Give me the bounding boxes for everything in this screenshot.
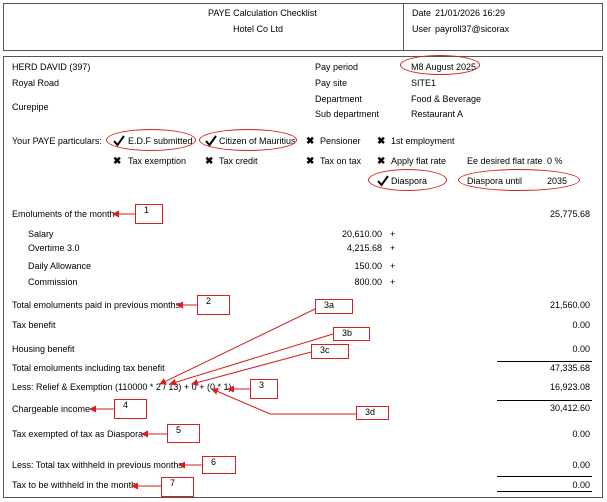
pay-period-label: Pay period bbox=[315, 62, 359, 72]
tax-benefit-value: 0.00 bbox=[572, 320, 590, 330]
tax-credit-cross-icon: ✖ bbox=[205, 156, 214, 167]
department-value: Food & Beverage bbox=[411, 94, 482, 104]
previous-emoluments-label: Total emoluments paid in previous months bbox=[12, 300, 181, 310]
company-name: Hotel Co Ltd bbox=[233, 24, 284, 34]
previous-tax-value: 0.00 bbox=[572, 460, 590, 470]
diaspora-highlight bbox=[368, 169, 447, 191]
chargeable-value: 30,412.60 bbox=[549, 403, 590, 413]
employee-address-2: Curepipe bbox=[12, 102, 49, 112]
chargeable-underline bbox=[497, 400, 592, 401]
relief-value: 16,923.08 bbox=[549, 382, 590, 392]
salary-label: Salary bbox=[28, 229, 54, 239]
total-underline bbox=[497, 361, 592, 362]
pay-site-label: Pay site bbox=[315, 78, 348, 88]
tax-exemption-cross-icon: ✖ bbox=[113, 156, 122, 167]
employee-name: HERD DAVID (397) bbox=[12, 62, 91, 72]
commission-label: Commission bbox=[28, 277, 78, 287]
housing-benefit-value: 0.00 bbox=[572, 344, 590, 354]
first-employment-cross-icon: ✖ bbox=[377, 136, 386, 147]
pensioner-cross-icon: ✖ bbox=[306, 136, 315, 147]
callout-2: 2 bbox=[197, 295, 230, 315]
edf-submitted-label: E.D.F submitted bbox=[128, 136, 193, 146]
overtime-label: Overtime 3.0 bbox=[28, 243, 80, 253]
withheld-label: Tax to be withheld in the month bbox=[12, 480, 137, 490]
diaspora-until-highlight bbox=[458, 169, 580, 191]
callout-3b: 3b bbox=[333, 327, 370, 341]
tax-credit-label: Tax credit bbox=[219, 156, 258, 166]
pay-period-value: M8 August 2025 bbox=[411, 62, 477, 72]
diaspora-exempt-value: 0.00 bbox=[572, 429, 590, 439]
user-label: User bbox=[412, 24, 432, 34]
callout-6: 6 bbox=[202, 456, 236, 474]
housing-benefit-label: Housing benefit bbox=[12, 344, 75, 354]
pay-site-value: SITE1 bbox=[411, 78, 437, 88]
edf-highlight bbox=[106, 129, 196, 151]
diaspora-until-value: 2035 bbox=[547, 176, 568, 186]
tax-exemption-label: Tax exemption bbox=[128, 156, 187, 166]
tax-benefit-label: Tax benefit bbox=[12, 320, 56, 330]
tax-on-tax-cross-icon: ✖ bbox=[306, 156, 315, 167]
tax-on-tax-label: Tax on tax bbox=[320, 156, 362, 166]
citizen-highlight bbox=[199, 129, 297, 151]
emoluments-value: 25,775.68 bbox=[549, 209, 590, 219]
withheld-overline bbox=[497, 476, 592, 477]
diaspora-exempt-label: Tax exempted of tax as Diaspora bbox=[12, 429, 144, 439]
salary-value: 20,610.00 bbox=[341, 229, 382, 239]
previous-emoluments-value: 21,560.00 bbox=[549, 300, 590, 310]
report-title: PAYE Calculation Checklist bbox=[208, 8, 317, 18]
salary-plus: + bbox=[390, 229, 396, 239]
callout-3d: 3d bbox=[356, 406, 389, 420]
date-value: 21/01/2026 16:29 bbox=[435, 8, 506, 18]
callout-3: 3 bbox=[250, 379, 278, 399]
callout-3c: 3c bbox=[311, 344, 349, 359]
apply-flat-rate-cross-icon: ✖ bbox=[377, 156, 386, 167]
overtime-value: 4,215.68 bbox=[346, 243, 382, 253]
relief-label: Less: Relief & Exemption (110000 * 2 / 13) + 0 + (0 * 1) bbox=[12, 382, 232, 392]
date-label: Date bbox=[412, 8, 432, 18]
daily-allowance-value: 150.00 bbox=[354, 261, 382, 271]
callout-7: 7 bbox=[161, 477, 194, 497]
callout-1: 1 bbox=[135, 204, 163, 224]
callout-3a: 3a bbox=[315, 299, 353, 314]
diaspora-label: Diaspora bbox=[391, 176, 428, 186]
header-divider bbox=[403, 3, 404, 51]
withheld-underline bbox=[497, 491, 592, 492]
department-label: Department bbox=[315, 94, 363, 104]
particulars-label: Your PAYE particulars: bbox=[12, 136, 102, 146]
daily-allowance-label: Daily Allowance bbox=[28, 261, 92, 271]
overtime-plus: + bbox=[390, 243, 396, 253]
chargeable-label: Chargeable income bbox=[12, 404, 91, 414]
sub-department-value: Restaurant A bbox=[411, 109, 464, 119]
first-employment-label: 1st employment bbox=[391, 136, 455, 146]
commission-value: 800.00 bbox=[354, 277, 382, 287]
ee-flat-rate-value: 0 % bbox=[547, 156, 563, 166]
callout-4: 4 bbox=[114, 399, 147, 419]
emoluments-label: Emoluments of the month bbox=[12, 209, 115, 219]
daily-allowance-plus: + bbox=[390, 261, 396, 271]
total-incl-label: Total emoluments including tax benefit bbox=[12, 363, 165, 373]
pensioner-label: Pensioner bbox=[320, 136, 361, 146]
apply-flat-rate-label: Apply flat rate bbox=[391, 156, 447, 166]
total-incl-value: 47,335.68 bbox=[549, 363, 590, 373]
previous-tax-label: Less: Total tax withheld in previous months bbox=[12, 460, 183, 470]
user-value: payroll37@sicorax bbox=[435, 24, 510, 34]
citizen-label: Citizen of Mauritius bbox=[219, 136, 296, 146]
ee-flat-rate-label: Ee desired flat rate bbox=[467, 156, 543, 166]
callout-5: 5 bbox=[167, 424, 200, 443]
sub-department-label: Sub department bbox=[315, 109, 380, 119]
employee-address-1: Royal Road bbox=[12, 78, 60, 88]
pay-period-highlight bbox=[400, 55, 480, 75]
commission-plus: + bbox=[390, 277, 396, 287]
diaspora-until-label: Diaspora until bbox=[467, 176, 523, 186]
withheld-value: 0.00 bbox=[572, 480, 590, 490]
